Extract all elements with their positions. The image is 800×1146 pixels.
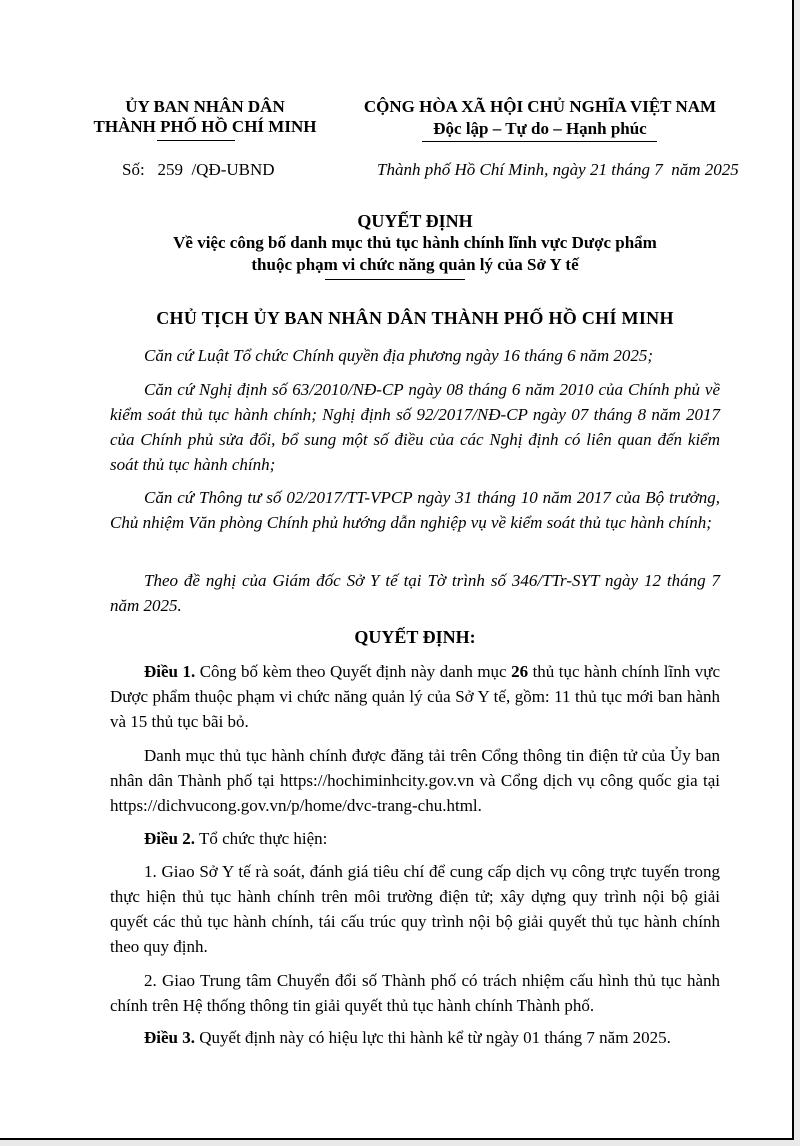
number-label: Số:: [122, 160, 145, 179]
issuer-underline: [157, 140, 235, 141]
article-1-text-after: thủ tục hành chính lĩnh vực Dược phẩm thuộc phạm vi chức năng quản lý của Sở Y tế, gồm: 11 thủ tục mới ban hành và 15 thủ tục bãi bỏ.: [110, 662, 720, 731]
document-number: [122, 160, 275, 180]
document-heading: QUYẾT ĐỊNH: [357, 211, 473, 231]
article-2: [110, 826, 720, 851]
place-date: Thành phố Hồ Chí Minh, ngày 21 tháng 7 năm 2025: [377, 160, 739, 179]
preamble-3: Căn cứ Thông tư số 02/2017/TT-VPCP ngày 31 tháng 10 năm 2017 của Bộ trưởng, Chủ nhiệm Văn phòng Chính phủ hướng dẫn nghiệp vụ về kiểm soát thủ tục hành chính;: [110, 488, 720, 532]
article-2-label: Điều 2.: [144, 829, 195, 848]
article-1: [110, 659, 720, 734]
article-3-label: Điều 3.: [144, 1028, 195, 1047]
subject-line1: Về việc công bố danh mục thủ tục hành chính lĩnh vực Dược phẩm: [173, 233, 657, 252]
preamble-4: Theo đề nghị của Giám đốc Sở Y tế tại Tờ trình số 346/TTr-SYT ngày 12 tháng 7 năm 2025.: [110, 571, 720, 615]
decision-heading: QUYẾT ĐỊNH:: [354, 627, 476, 647]
article-3-text: Quyết định này có hiệu lực thi hành kể từ ngày 01 tháng 7 năm 2025.: [199, 1028, 671, 1047]
number-suffix: /QĐ-UBND: [191, 160, 275, 179]
preamble-2: Căn cứ Nghị định số 63/2010/NĐ-CP ngày 08 tháng 6 năm 2010 của Chính phủ về kiểm soát thủ tục hành chính; Nghị định số 92/2017/NĐ-CP ngày 07 tháng 8 năm 2017 của Chính phủ sửa đổi, bổ sung một số điều của các Nghị định có liên quan đến kiểm soát thủ tục hành chính;: [110, 380, 720, 474]
article-1-text-before: Công bố kèm theo Quyết định này danh mục: [199, 662, 507, 681]
preamble-1: Căn cứ Luật Tổ chức Chính quyền địa phương ngày 16 tháng 6 năm 2025;: [144, 346, 654, 365]
subject-underline: [325, 279, 465, 280]
article-1-count: 26: [511, 662, 529, 681]
number-value: 259: [157, 160, 183, 179]
article-3: [110, 1025, 720, 1050]
authority-heading: CHỦ TỊCH ỦY BAN NHÂN DÂN THÀNH PHỐ HỒ CHÍ MINH: [156, 308, 674, 328]
issuer-name-line1: ỦY BAN NHÂN DÂN: [125, 97, 285, 116]
subject-line2: thuộc phạm vi chức năng quản lý của Sở Y tế: [251, 255, 579, 274]
article-2-text: Tổ chức thực hiện:: [198, 829, 328, 848]
article-2-item-1: 1. Giao Sở Y tế rà soát, đánh giá tiêu chí để cung cấp dịch vụ công trực tuyến trong thực hiện thủ tục hành chính trên môi trường điện tử; xây dựng quy trình nội bộ giải quyết các thủ tục hành chính, tái cấu trúc quy trình nội bộ giải quyết thủ tục hành chính theo quy định.: [110, 862, 720, 956]
national-title: CỘNG HÒA XÃ HỘI CHỦ NGHĨA VIỆT NAM: [363, 97, 717, 116]
article-2-item-2: 2. Giao Trung tâm Chuyển đổi số Thành phố có trách nhiệm cấu hình thủ tục hành chính trên Hệ thống thông tin giải quyết thủ tục hành chính Thành phố.: [110, 971, 720, 1015]
article-1-label: Điều 1.: [144, 662, 196, 681]
national-motto: Độc lập – Tự do – Hạnh phúc: [433, 119, 647, 138]
article-1-para2: Danh mục thủ tục hành chính được đăng tải trên Cổng thông tin điện tử của Ủy ban nhân dân Thành phố tại https://hochiminhcity.gov.vn và Cổng dịch vụ công quốc gia tại https://dichvucong.gov.vn/p/home/dvc-trang-chu.html.: [110, 746, 720, 815]
motto-underline: [422, 141, 657, 142]
issuer-name-line2: THÀNH PHỐ HỒ CHÍ MINH: [93, 117, 317, 136]
